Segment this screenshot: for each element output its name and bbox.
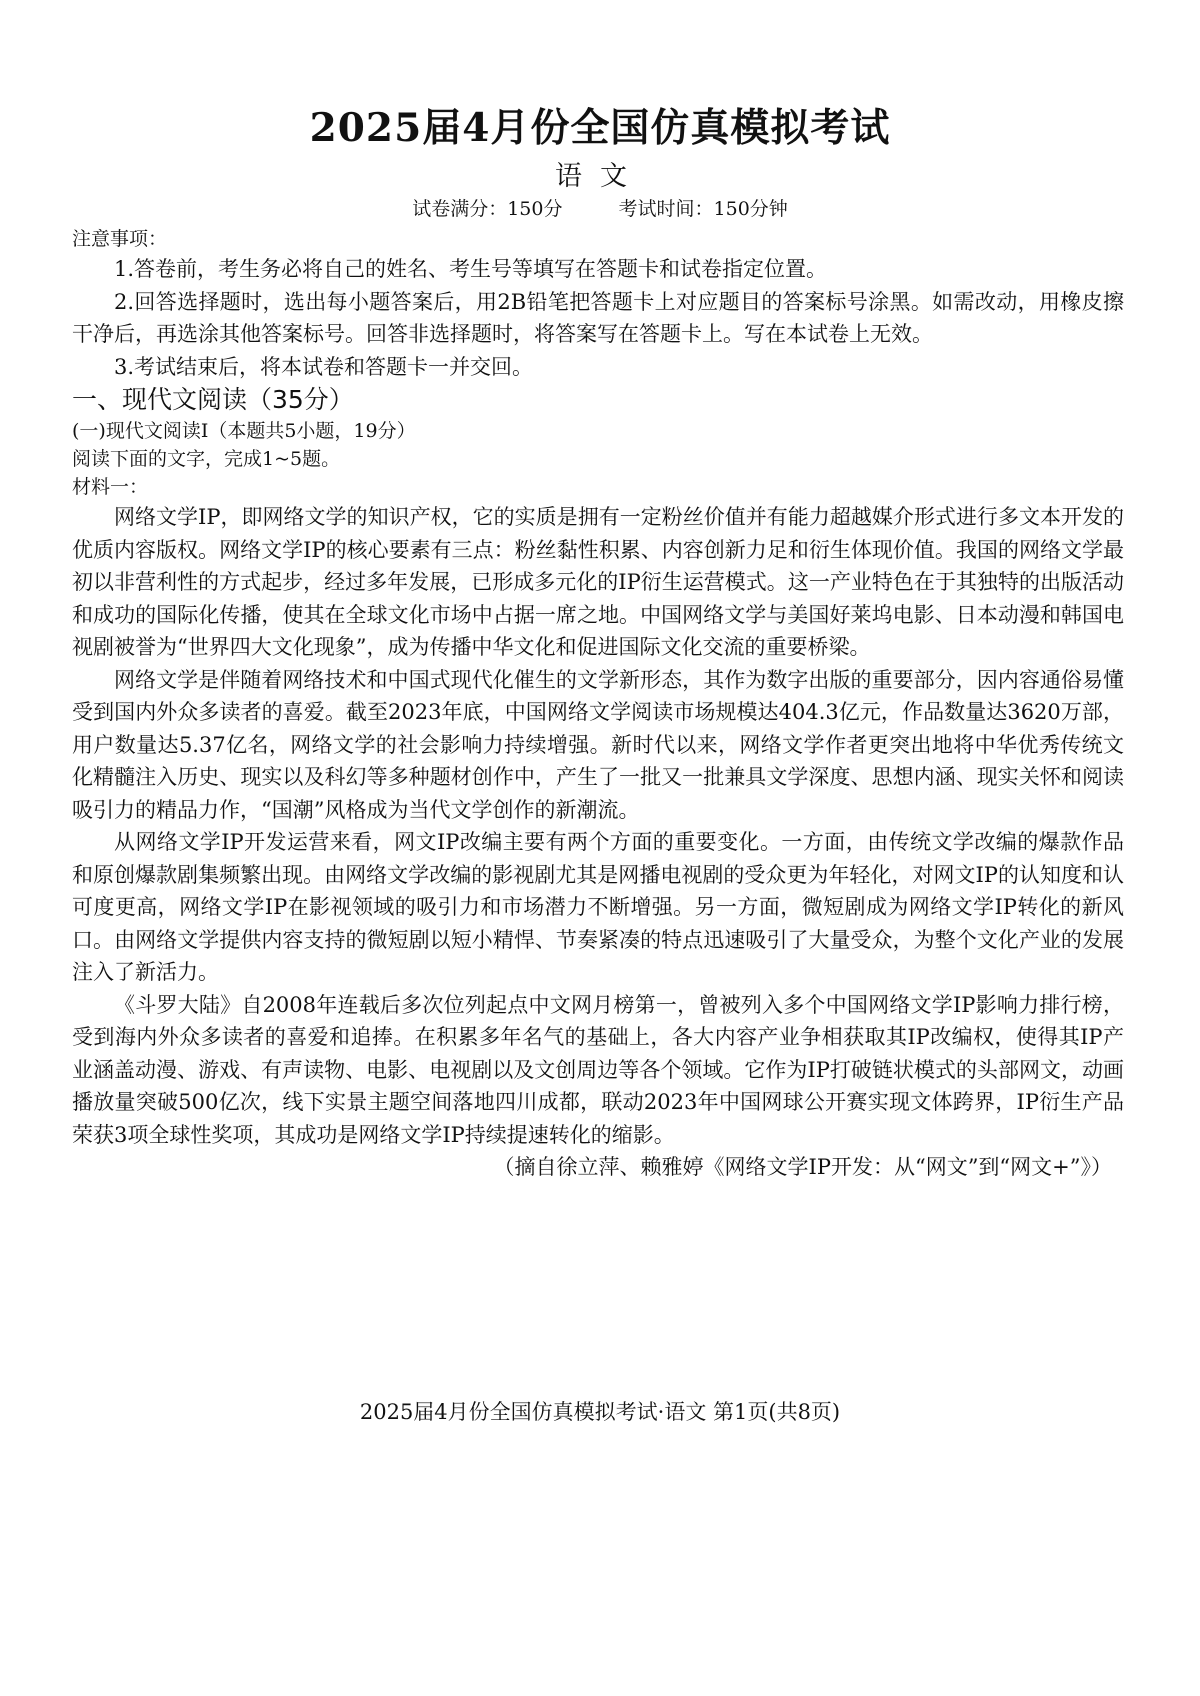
passage-paragraph: 网络文学IP，即网络文学的知识产权，它的实质是拥有一定粉丝价值并有能力超越媒介形式进行多文本开发的优质内容版权。网络文学IP的核心要素有三点：粉丝黏性积累、内容创新力足和衍生体现价值。我国的网络文学最初以非营利性的方式起步，经过多年发展，已形成多元化的IP衍生运营模式。这一产业特色在于其独特的出版活动和成功的国际化传播，使其在全球文化市场中占据一席之地。中国网络文学与美国好莱坞电影、日本动漫和韩国电视剧被誉为“世界四大文化现象”，成为传播中华文化和促进国际文化交流的重要桥梁。 — [72, 505, 1124, 659]
note-item: 3.考试结束后，将本试卷和答题卡一并交回。 — [114, 354, 534, 379]
passage-paragraph: 《斗罗大陆》自2008年连载后多次位列起点中文网月榜第一，曾被列入多个中国网络文学IP影响力排行榜，受到海内外众多读者的喜爱和追捧。在积累多年名气的基础上，各大内容产业争相获取其IP改编权，使得其IP产业涵盖动漫、游戏、有声读物、电影、电视剧以及文创周边等各个领域。它作为IP打破链状模式的头部网文，动画播放量突破500亿次，线下实景主题空间落地四川成都，联动2023年中国网球公开赛实现文体跨界，IP衍生产品荣获3项全球性奖项，其成功是网络文学IP持续提速转化的缩影。 — [72, 992, 1124, 1147]
material-label: 材料一： — [72, 476, 149, 498]
exam-time: 考试时间：150分钟 — [618, 198, 788, 220]
reading-instruction: 阅读下面的文字，完成1~5题。 — [72, 448, 341, 470]
section-heading: 一、现代文阅读（35分） — [72, 385, 354, 414]
note-item: 2.回答选择题时，选出每小题答案后，用2B铅笔把答题卡上对应题目的答案标号涂黑。如需改动，用橡皮擦干净后，再选涂其他答案标号。回答非选择题时，将答案写在答题卡上。写在本试卷上无效。 — [72, 289, 1124, 346]
exam-meta — [0, 196, 1200, 222]
exam-title: 2025届4月份全国仿真模拟考试 — [309, 105, 891, 151]
passage-paragraph: 网络文学是伴随着网络技术和中国式现代化催生的文学新形态，其作为数字出版的重要部分，因内容通俗易懂受到国内外众多读者的喜爱。截至2023年底，中国网络文学阅读市场规模达404.3亿元，作品数量达3620万部，用户数量达5.37亿名，网络文学的社会影响力持续增强。新时代以来，网络文学作者更突出地将中华优秀传统文化精髓注入历史、现实以及科幻等多种题材创作中，产生了一批又一批兼具文学深度、思想内涵、现实关怀和阅读吸引力的精品力作，“国潮”风格成为当代文学创作的新潮流。 — [72, 667, 1124, 822]
note-item: 1.答卷前，考生务必将自己的姓名、考生号等填写在答题卡和试卷指定位置。 — [114, 257, 828, 281]
subject-label: 语文 — [555, 161, 645, 192]
passage-source: （摘自徐立萍、赖雅婷《网络文学IP开发：从“网文”到“网文+”》） — [493, 1155, 1112, 1179]
passage-paragraph: 从网络文学IP开发运营来看，网文IP改编主要有两个方面的重要变化。一方面，由传统文学改编的爆款作品和原创爆款剧集频繁出现。由网络文学改编的影视剧尤其是网播电视剧的受众更为年轻化，对网文IP的认知度和认可度更高，网络文学IP在影视领域的吸引力和市场潜力不断增强。另一方面，微短剧成为网络文学IP转化的新风口。由网络文学提供内容支持的微短剧以短小精悍、节奏紧凑的特点迅速吸引了大量受众，为整个文化产业的发展注入了新活力。 — [72, 830, 1124, 984]
exam-content — [72, 225, 1124, 1184]
subsection-heading: (一)现代文阅读Ⅰ（本题共5小题，19分） — [72, 420, 416, 442]
notes-heading: 注意事项： — [72, 228, 168, 250]
page-footer: 2025届4月份全国仿真模拟考试·语文 第1页(共8页) — [359, 1400, 841, 1424]
full-score: 试卷满分：150分 — [412, 198, 563, 220]
